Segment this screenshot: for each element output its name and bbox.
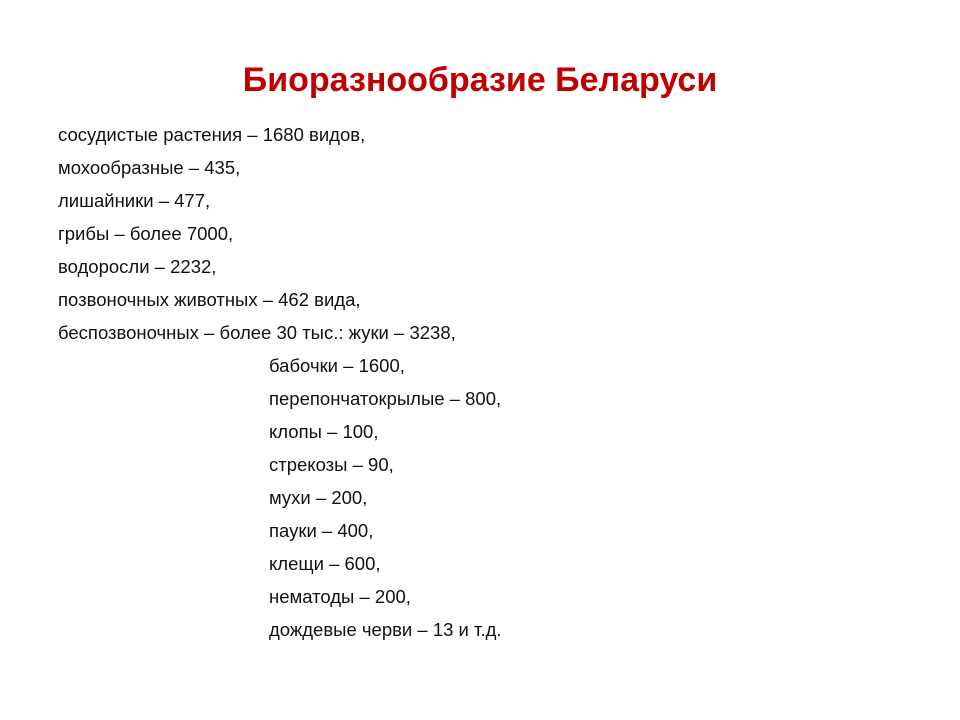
sub-list-item: нематоды – 200,: [269, 586, 411, 607]
sub-list-item: стрекозы – 90,: [269, 454, 394, 475]
sub-list-item: клопы – 100,: [269, 421, 379, 442]
list-item: беспозвоночных – более 30 тыс.: жуки – 3238,: [58, 322, 456, 343]
list-item: мохообразные – 435,: [58, 157, 241, 178]
list-item: лишайники – 477,: [58, 190, 211, 211]
sub-list-item: мухи – 200,: [269, 487, 368, 508]
sub-list-item: бабочки – 1600,: [269, 355, 405, 376]
sub-list-item: дождевые черви – 13 и т.д.: [269, 619, 502, 640]
content-list: [58, 118, 502, 646]
sub-list-item: пауки – 400,: [269, 520, 374, 541]
list-item: сосудистые растения – 1680 видов,: [58, 124, 366, 145]
list-item: водоросли – 2232,: [58, 256, 217, 277]
list-item: грибы – более 7000,: [58, 223, 234, 244]
sub-list-item: перепончатокрылые – 800,: [269, 388, 502, 409]
list-item: позвоночных животных – 462 вида,: [58, 289, 361, 310]
sub-list-item: клещи – 600,: [269, 553, 381, 574]
slide-title: Биоразнообразие Беларуси: [242, 61, 718, 99]
